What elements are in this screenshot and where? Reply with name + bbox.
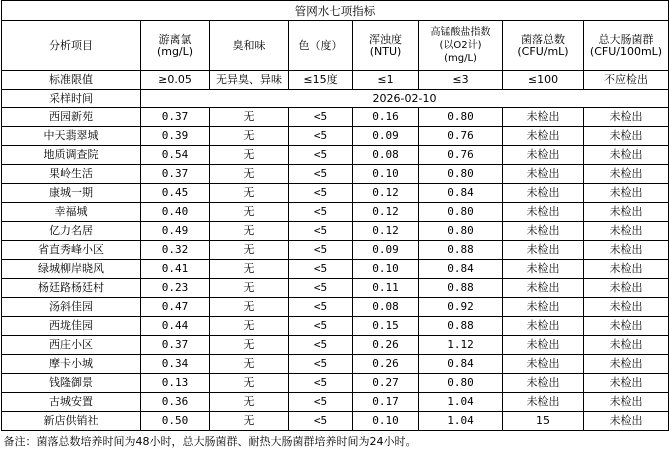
table-row [2,279,669,298]
limits-label: 标准限值 [2,71,141,90]
color-value: <5 [289,260,353,279]
table-row [2,146,669,165]
coliform-value: 未检出 [584,393,669,412]
bacteria-value: 15 [503,412,584,431]
turbidity-value: 0.26 [353,336,419,355]
table-row [2,127,669,146]
coliform-value: 未检出 [584,336,669,355]
table-row [2,184,669,203]
cod-value: 0.88 [419,241,503,260]
site-name: 西庄小区 [2,336,141,355]
color-value: <5 [289,336,353,355]
table-row [2,412,669,431]
header-coliform-unit: (CFU/100mL) [584,46,668,58]
odor-value: 无 [210,279,289,298]
sample-date: 2026-02-10 [141,90,669,108]
turbidity-value: 0.10 [353,412,419,431]
site-name: 汤斜佳园 [2,298,141,317]
chlorine-value: 0.13 [141,374,210,393]
data-rows [2,108,669,431]
coliform-value: 未检出 [584,260,669,279]
chlorine-value: 0.23 [141,279,210,298]
header-bacteria-name: 菌落总数 [503,34,583,46]
turbidity-value: 0.17 [353,393,419,412]
header-chlorine [141,21,210,71]
chlorine-value: 0.32 [141,241,210,260]
header-cod-basis: (以O2计) [419,39,502,52]
chlorine-value: 0.45 [141,184,210,203]
color-value: <5 [289,108,353,127]
turbidity-value: 0.27 [353,374,419,393]
chlorine-value: 0.41 [141,260,210,279]
header-turbidity [353,21,419,71]
coliform-value: 未检出 [584,127,669,146]
header-coliform [584,21,669,71]
site-name: 幸福城 [2,203,141,222]
coliform-value: 未检出 [584,146,669,165]
limit-chlorine: ≥0.05 [141,71,210,90]
chlorine-value: 0.36 [141,393,210,412]
bacteria-value: 未检出 [503,336,584,355]
coliform-value: 未检出 [584,222,669,241]
odor-value: 无 [210,222,289,241]
color-value: <5 [289,241,353,260]
coliform-value: 未检出 [584,279,669,298]
bacteria-value: 未检出 [503,203,584,222]
turbidity-value: 0.10 [353,260,419,279]
chlorine-value: 0.44 [141,317,210,336]
bacteria-value: 未检出 [503,355,584,374]
header-bacteria [503,21,584,71]
limits-row [2,71,669,90]
limit-coliform: 不应检出 [584,71,669,90]
header-item: 分析项目 [2,21,141,71]
table-row [2,317,669,336]
table-row [2,298,669,317]
cod-value: 0.88 [419,279,503,298]
header-coliform-name: 总大肠菌群 [584,34,668,46]
odor-value: 无 [210,317,289,336]
odor-value: 无 [210,412,289,431]
header-bacteria-unit: (CFU/mL) [503,46,583,58]
cod-value: 0.76 [419,146,503,165]
coliform-value: 未检出 [584,203,669,222]
chlorine-value: 0.39 [141,127,210,146]
cod-value: 0.88 [419,317,503,336]
cod-value: 1.04 [419,412,503,431]
header-color: 色（度） [289,21,353,71]
chlorine-value: 0.54 [141,146,210,165]
site-name: 省直秀峰小区 [2,241,141,260]
water-quality-table [1,0,669,452]
turbidity-value: 0.12 [353,203,419,222]
odor-value: 无 [210,184,289,203]
turbidity-value: 0.10 [353,165,419,184]
site-name: 果岭生活 [2,165,141,184]
site-name: 亿力名居 [2,222,141,241]
bacteria-value: 未检出 [503,260,584,279]
odor-value: 无 [210,374,289,393]
table-row [2,222,669,241]
table-row [2,336,669,355]
bacteria-value: 未检出 [503,146,584,165]
coliform-value: 未检出 [584,165,669,184]
site-name: 新店供销社 [2,412,141,431]
odor-value: 无 [210,146,289,165]
turbidity-value: 0.12 [353,184,419,203]
chlorine-value: 0.40 [141,203,210,222]
color-value: <5 [289,317,353,336]
turbidity-value: 0.08 [353,146,419,165]
odor-value: 无 [210,165,289,184]
cod-value: 0.80 [419,203,503,222]
table-row [2,108,669,127]
site-name: 西园新苑 [2,108,141,127]
color-value: <5 [289,165,353,184]
table-row [2,355,669,374]
odor-value: 无 [210,336,289,355]
coliform-value: 未检出 [584,355,669,374]
turbidity-value: 0.12 [353,222,419,241]
odor-value: 无 [210,260,289,279]
table-row [2,165,669,184]
site-name: 杨廷路杨廷村 [2,279,141,298]
water-quality-sheet [1,0,668,452]
odor-value: 无 [210,127,289,146]
cod-value: 0.76 [419,127,503,146]
table-row [2,393,669,412]
site-name: 钱隆御景 [2,374,141,393]
site-name: 绿城柳岸晓风 [2,260,141,279]
chlorine-value: 0.34 [141,355,210,374]
limit-color: ≤15度 [289,71,353,90]
color-value: <5 [289,184,353,203]
table-row [2,203,669,222]
turbidity-value: 0.26 [353,355,419,374]
odor-value: 无 [210,355,289,374]
color-value: <5 [289,412,353,431]
color-value: <5 [289,374,353,393]
header-turbidity-unit: (NTU) [353,46,418,58]
turbidity-value: 0.15 [353,317,419,336]
note-row [2,431,669,452]
header-cod [419,21,503,71]
coliform-value: 未检出 [584,184,669,203]
site-name: 西垅佳园 [2,317,141,336]
table-row [2,241,669,260]
coliform-value: 未检出 [584,412,669,431]
color-value: <5 [289,393,353,412]
site-name: 摩卡小城 [2,355,141,374]
title-row [2,1,669,21]
color-value: <5 [289,203,353,222]
cod-value: 0.80 [419,374,503,393]
chlorine-value: 0.47 [141,298,210,317]
header-chlorine-name: 游离氯 [141,34,209,46]
bacteria-value: 未检出 [503,165,584,184]
coliform-value: 未检出 [584,241,669,260]
color-value: <5 [289,279,353,298]
color-value: <5 [289,146,353,165]
bacteria-value: 未检出 [503,184,584,203]
sample-time-row [2,90,669,108]
site-name: 地质调查院 [2,146,141,165]
header-cod-name: 高锰酸盐指数 [419,26,502,39]
odor-value: 无 [210,298,289,317]
site-name: 中天翡翠城 [2,127,141,146]
limit-odor: 无异臭、异味 [210,71,289,90]
site-name: 康城一期 [2,184,141,203]
header-cod-unit: (mg/L) [419,52,502,65]
header-odor: 臭和味 [210,21,289,71]
odor-value: 无 [210,203,289,222]
cod-value: 0.80 [419,165,503,184]
limit-turbidity: ≤1 [353,71,419,90]
footnote: 备注：菌落总数培养时间为48小时，总大肠菌群、耐热大肠菌群培养时间为24小时。 [2,431,669,452]
coliform-value: 未检出 [584,374,669,393]
chlorine-value: 0.37 [141,165,210,184]
odor-value: 无 [210,241,289,260]
bacteria-value: 未检出 [503,222,584,241]
limit-cod: ≤3 [419,71,503,90]
chlorine-value: 0.49 [141,222,210,241]
turbidity-value: 0.09 [353,127,419,146]
bacteria-value: 未检出 [503,279,584,298]
chlorine-value: 0.50 [141,412,210,431]
table-row [2,260,669,279]
coliform-value: 未检出 [584,108,669,127]
bacteria-value: 未检出 [503,127,584,146]
turbidity-value: 0.08 [353,298,419,317]
cod-value: 0.92 [419,298,503,317]
cod-value: 0.80 [419,222,503,241]
turbidity-value: 0.09 [353,241,419,260]
color-value: <5 [289,355,353,374]
bacteria-value: 未检出 [503,317,584,336]
bacteria-value: 未检出 [503,298,584,317]
bacteria-value: 未检出 [503,393,584,412]
odor-value: 无 [210,393,289,412]
coliform-value: 未检出 [584,317,669,336]
table-title: 管网水七项指标 [2,1,669,21]
sample-time-label: 采样时间 [2,90,141,108]
color-value: <5 [289,127,353,146]
cod-value: 0.84 [419,355,503,374]
cod-value: 1.04 [419,393,503,412]
cod-value: 0.84 [419,184,503,203]
bacteria-value: 未检出 [503,374,584,393]
coliform-value: 未检出 [584,298,669,317]
bacteria-value: 未检出 [503,108,584,127]
odor-value: 无 [210,108,289,127]
site-name: 古城安置 [2,393,141,412]
limit-bacteria: ≤100 [503,71,584,90]
turbidity-value: 0.11 [353,279,419,298]
chlorine-value: 0.37 [141,336,210,355]
color-value: <5 [289,298,353,317]
cod-value: 0.84 [419,260,503,279]
cod-value: 0.80 [419,108,503,127]
table-row [2,374,669,393]
header-chlorine-unit: (mg/L) [141,46,209,58]
turbidity-value: 0.16 [353,108,419,127]
header-row [2,21,669,71]
color-value: <5 [289,222,353,241]
header-turbidity-name: 浑浊度 [353,34,418,46]
cod-value: 1.12 [419,336,503,355]
bacteria-value: 未检出 [503,241,584,260]
chlorine-value: 0.37 [141,108,210,127]
